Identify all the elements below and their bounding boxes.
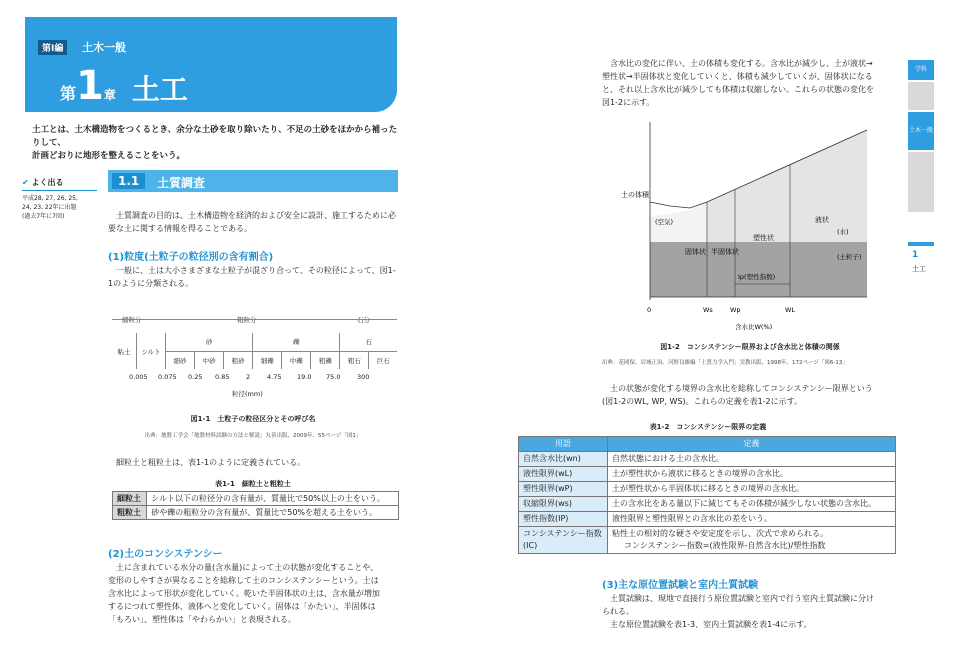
table-2-key: 塑性限界(wP) — [519, 482, 608, 497]
p2-line: (図1-2のWL, WP, WS)。これらの定義を表1-2に示す。 — [602, 397, 802, 406]
subsection-3-title: (3)主な原位置試験と室内土質試験 — [602, 580, 759, 591]
side-tab-blank[interactable] — [908, 82, 934, 110]
table-2-value: 土の含水比をある量以下に減じてもその体積が減少しない状態の含水比。 — [608, 497, 896, 512]
figure-1-source: 出典：地盤工学会「地盤材料試験の方法と解説」丸善出版、2009年、55ページ「図1」 — [144, 433, 362, 439]
table-1-caption: 表1-1 細粒土と粗粒土 — [215, 480, 291, 488]
chapter-number: 1 — [76, 63, 104, 109]
intro-line-1: 土工とは、土木構造物をつくるとき、余分な土砂を取り除いたり、不足の土砂をほかから補ったりして、 — [32, 125, 398, 148]
grain-tick: 0.075 — [158, 373, 177, 381]
part-tag: 第Ⅰ編 — [38, 40, 67, 55]
grain-tick: 0.25 — [188, 373, 203, 381]
x-tick-wp: Wp — [730, 306, 741, 314]
table-2-key: 自然含水比(wn) — [519, 452, 608, 467]
y-axis-label — [621, 190, 650, 199]
table-2-value: 土が塑性状から半固体状に移るときの境界の含水比。 — [608, 482, 896, 497]
right-paragraph-1 — [602, 57, 898, 109]
subsection-1-paragraph: 一般に、土は大小さまざまな土粒子が混ざり合って、その粒径によって、図1-1のように分類される。 — [108, 266, 396, 288]
table-header-row — [519, 437, 896, 452]
grain-tick: 4.75 — [267, 373, 282, 381]
grain-group-line — [112, 319, 397, 320]
frequency-years-3: (過去7年に7回) — [22, 213, 65, 220]
table-1-value: 砂や礫の粗粒分の含有量が、質量比で50%を超える土をいう。 — [147, 506, 399, 520]
sub3-line: 主な原位置試験を表1-3、室内土質試験を表1-4に示す。 — [610, 620, 812, 629]
table-2-head-def: 定義 — [608, 437, 896, 452]
table-row — [519, 482, 896, 497]
sub2-line: 土に含まれている水分の量(含水量)によって土の状態が変化することや、 — [116, 563, 379, 572]
chapter-tab-label: 土工 — [912, 265, 926, 273]
sub2-line: 変形のしやすさが異なることを総称して土のコンシステンシーという。土は — [108, 576, 379, 585]
side-tab-civil[interactable]: 土木一般 — [908, 112, 934, 150]
table-2-formula: コンシステンシー指数=(液性限界-自然含水比)/塑性指数 — [624, 541, 826, 550]
x-axis-label: 含水比W(%) — [735, 323, 773, 331]
p1-line: 塑性状→半固体状と変化していくと、体積も減少していくが、固体状になる — [602, 72, 873, 81]
chapter-tab-bar — [908, 242, 934, 246]
table-2-value: 自然状態における土の含水比。 — [608, 452, 896, 467]
table-2-value: 土が塑性状から液状に移るときの境界の含水比。 — [608, 467, 896, 482]
section-title: 土質調査 — [157, 176, 206, 190]
grain-tick: 19.0 — [297, 373, 312, 381]
ip-label: Ip(塑性指数) — [738, 273, 776, 281]
table-2 — [518, 436, 896, 554]
sub2-line: 含水比によって形状が変化していく。乾いた半固体状の土は、含水量が増加 — [108, 589, 380, 598]
sub2-line: するにつれて塑性体、液体へと変化していく。固体は「かたい」、半固体は — [108, 602, 376, 611]
grain-axis-label: 粒径(mm) — [232, 390, 263, 398]
grain-group-fine: 細粒分 — [122, 316, 142, 324]
air-label: (空気) — [655, 218, 674, 226]
p2-line: 土の状態が変化する境界の含水比を総称してコンシステンシー限界という — [610, 384, 873, 393]
p1-line: と、それ以上含水比が減少しても体積は収縮しない。これらの状態の変化を — [602, 85, 874, 94]
section-bar — [108, 170, 398, 192]
table-2-head-term: 用語 — [519, 437, 608, 452]
subsection-2-title: (2)土のコンシステンシー — [108, 549, 223, 560]
table-1-value: シルト以下の粒径分の含有量が、質量比で50%以上の土をいう。 — [147, 492, 399, 506]
grain-fine-gravel: 細礫 — [253, 351, 282, 369]
grain-tick: 75.0 — [326, 373, 341, 381]
p1-line: 図1-2に示す。 — [602, 98, 655, 107]
grain-table — [112, 333, 397, 369]
state-plastic: 塑性状 — [753, 234, 774, 242]
grain-tick: 300 — [357, 373, 370, 381]
grain-medium-gravel: 中礫 — [282, 351, 311, 369]
grain-tick: 0.85 — [215, 373, 230, 381]
state-liquid: 液状 — [815, 216, 829, 224]
table-2-key: 液性限界(wL) — [519, 467, 608, 482]
side-tab-subject[interactable]: 学科 — [908, 60, 934, 80]
chapter-suffix: 章 — [103, 88, 116, 102]
right-paragraph-2 — [602, 382, 900, 408]
x-tick-0: 0 — [647, 306, 652, 314]
chapter-title: 土工 — [131, 73, 188, 106]
table-2-key: 収縮限界(ws) — [519, 497, 608, 512]
grain-ticks — [112, 373, 397, 383]
table-row — [519, 497, 896, 512]
table-2-caption: 表1-2 コンシステンシー限界の定義 — [649, 423, 767, 431]
section-number: 1.1 — [112, 173, 145, 189]
water-label: (水) — [837, 228, 849, 236]
figure-2-caption: 図1-2 コンシステンシー限界および含水比と体積の関係 — [660, 343, 840, 351]
chapter-intro — [32, 124, 402, 163]
frequency-note — [22, 177, 97, 221]
grain-coarse-gravel: 粗礫 — [311, 351, 340, 369]
table-row — [113, 506, 399, 520]
grain-size-figure — [112, 315, 397, 415]
grain-silt: シルト — [137, 333, 166, 369]
p1-line: 含水比の変化に伴い、土の体積も変化する。含水比が減少し、土が液状→ — [610, 59, 873, 68]
table-row — [519, 452, 896, 467]
table-1-intro: 細粒土と粗粒土は、表1-1のように定義されている。 — [116, 458, 306, 467]
x-tick-wl: WL — [785, 306, 796, 314]
grain-medium-sand: 中砂 — [195, 351, 224, 369]
sub2-line: 「もろい」、塑性体は「やわらかい」と表現される。 — [108, 615, 296, 624]
grain-stone: 石 — [340, 333, 397, 351]
star-icon: ✔ — [22, 178, 29, 187]
x-tick-ws: Ws — [703, 306, 713, 314]
subsection-3-paragraph — [602, 592, 902, 631]
grain-tick: 2 — [246, 373, 251, 381]
grain-sand: 砂 — [166, 333, 253, 351]
chapter-prefix: 第 — [60, 84, 77, 103]
soil-label: (土粒子) — [837, 253, 862, 261]
frequency-years-1: 平成28, 27, 26, 25, — [22, 195, 78, 202]
frequency-years-2: 24, 23, 22年に出題 — [22, 204, 77, 211]
figure-1-caption: 図1-1 土粒子の粒径区分とその呼び名 — [190, 415, 316, 423]
part-title: 土木一般 — [82, 41, 126, 54]
grain-gravel: 礫 — [253, 333, 340, 351]
table-2-value-line: 粘性土の相対的な硬さや安定度を示し、次式で求められる。 — [612, 529, 828, 538]
chapter-tab-number: 1 — [912, 250, 919, 260]
soil-particle-area — [650, 242, 867, 297]
side-tab-blank-2[interactable] — [908, 152, 934, 212]
table-2-key: コンシステンシー指数(IC) — [519, 527, 608, 554]
grain-clay: 粘土 — [117, 347, 131, 356]
grain-group-stone: 石分 — [357, 316, 370, 324]
table-2-value: 液性限界と塑性限界との含水比の差をいう。 — [608, 512, 896, 527]
table-1-key: 粗粒土 — [113, 506, 147, 520]
grain-coarse-sand: 粗砂 — [224, 351, 253, 369]
table-row — [519, 512, 896, 527]
state-solid: 固体状 — [685, 248, 706, 256]
sub3-line: 土質試験は、現地で直接行う原位置試験と室内で行う室内土質試験に分け — [610, 594, 874, 603]
frequency-label — [22, 177, 97, 191]
table-2-key: 塑性指数(IP) — [519, 512, 608, 527]
consistency-figure — [615, 122, 895, 337]
chapter-heading — [60, 63, 188, 113]
table-2-value — [608, 527, 896, 554]
intro-line-2: 計画どおりに地形を整えることをいう。 — [32, 151, 186, 161]
table-row — [519, 527, 896, 554]
table-1 — [112, 491, 399, 520]
table-1-key: 細粒土 — [113, 492, 147, 506]
section-paragraph: 土質調査の目的は、土木構造物を経済的および安全に設計、施工するために必要な土に関する情報を得ることである。 — [108, 211, 396, 233]
table-row — [519, 467, 896, 482]
subsection-2-paragraph — [108, 561, 404, 626]
grain-cobble: 粗石 — [340, 351, 369, 369]
grain-tick: 0.005 — [129, 373, 148, 381]
frequency-label-text: よく出る — [31, 178, 64, 187]
figure-2-source: 出典：花岡保、岩城正治、河野良雄編「土質力学入門」実教出版、1998年、172ページ「図6-13」 — [602, 360, 848, 366]
y-axis-label-text: 土の体積 — [621, 191, 649, 199]
subsection-1-title: (1)粒度(土粒子の粒径別の含有割合) — [108, 252, 274, 263]
grain-group-coarse: 粗粒分 — [237, 316, 257, 324]
grain-fine-sand: 細砂 — [166, 351, 195, 369]
table-row — [113, 492, 399, 506]
state-semisolid: 半固体状 — [711, 248, 739, 256]
sub3-line: られる。 — [602, 607, 634, 616]
grain-boulder: 巨石 — [369, 351, 397, 369]
